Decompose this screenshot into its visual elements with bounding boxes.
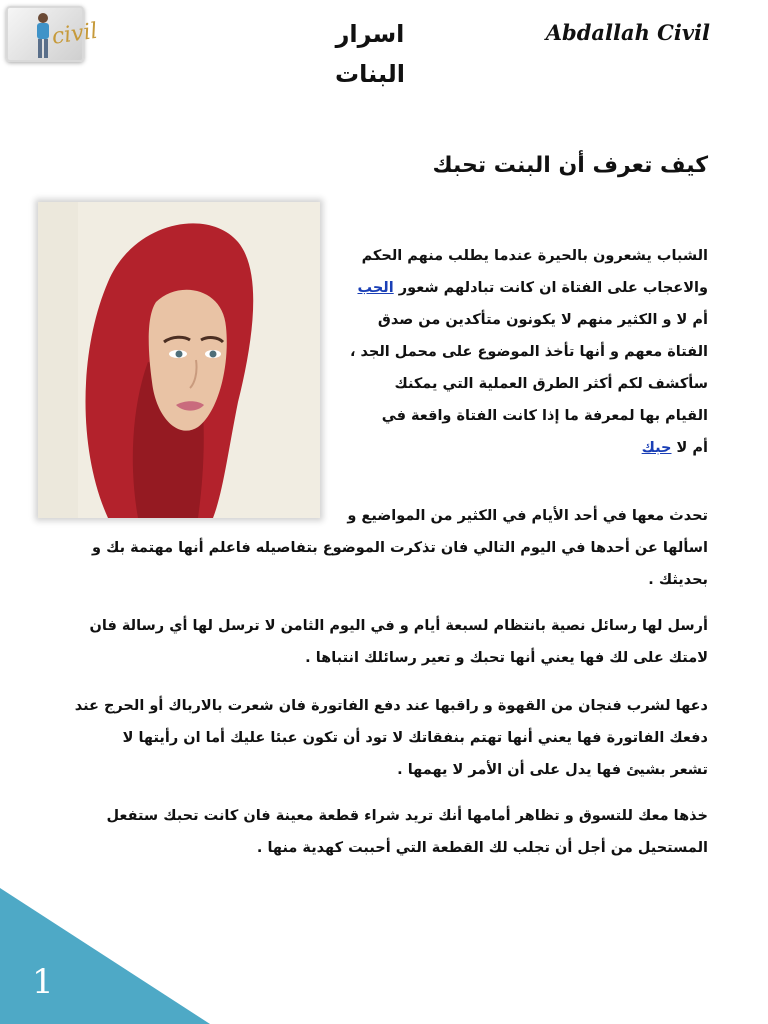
paragraph-line: تحدث معها في أحد الأيام في الكثير من المواضيع و [347, 508, 708, 524]
body-paragraph [68, 800, 708, 864]
paragraph-line: دفعك الفاتورة فها يعني أنها تهتم بنفقاتك لا تود أن تكون عبئا عليك أما ان رأيتها لا [122, 730, 708, 746]
intro-line: الفتاة معهم و أنها تأخذ الموضوع على محمل الجد ، [349, 344, 708, 360]
intro-line: الشباب يشعرون بالحيرة عندما يطلب منهم الحكم [361, 248, 708, 264]
footer-corner-decoration [0, 888, 210, 1024]
intro-line: سأكشف لكم أكثر الطرق العملية التي يمكنك [394, 376, 708, 392]
portrait-image [38, 202, 320, 518]
intro-paragraph [338, 240, 708, 464]
portrait-illustration [38, 202, 320, 518]
intro-line [338, 272, 708, 304]
paragraph-line: دعها لشرب فنجان من القهوة و راقبها عند دفع الفاتورة فان شعرت بالارباك أو الحرج عند [74, 698, 708, 714]
intro-line: القيام بها لمعرفة ما إذا كانت الفتاة واقعة في [381, 408, 708, 424]
page-number: 1 [32, 962, 54, 1002]
paragraph-line: تشعر بشيئ فها يدل على أن الأمر لا يهمها . [397, 762, 708, 778]
logo-script-text: civil [50, 18, 100, 50]
body-paragraph [68, 610, 708, 674]
article-title: كيف تعرف أن البنت تحبك [432, 153, 708, 178]
body-paragraph [68, 690, 708, 786]
intro-line [338, 432, 708, 464]
intro-line-text: والاعجاب على الفتاة ان كانت تبادلهم شعور [393, 280, 708, 296]
love-link[interactable]: الحب [357, 280, 394, 296]
header-logo [6, 6, 100, 62]
paragraph-line: المستحيل من أجل أن تجلب لك القطعة التي أحببت كهدية منها . [256, 840, 708, 856]
header-title: اسرار البنات [335, 20, 405, 88]
body-paragraph [68, 500, 708, 596]
paragraph-line: أرسل لها رسائل نصية بانتظام لسبعة أيام و في اليوم الثامن لا ترسل لها أي رسالة فان [89, 618, 708, 634]
paragraph-line: خذها معك للتسوق و تظاهر أمامها أنك تريد شراء قطعة معينة فان كانت تحبك ستفعل [106, 808, 708, 824]
intro-line: أم لا و الكثير منهم لا يكونون متأكدين من صدق [377, 312, 708, 328]
header-author: Abdallah Civil [545, 20, 710, 45]
your-love-link[interactable]: حبك [641, 440, 672, 456]
intro-line-text: أم لا [671, 440, 708, 456]
paragraph-line: اسألها عن أحدها في اليوم التالي فان تذكرت الموضوع بتفاصيله فاعلم أنها مهتمة بك و [92, 540, 708, 556]
paragraph-line: لامتك على لك فها يعني أنها تحبك و تعير رسائلك انتباها . [305, 650, 708, 666]
paragraph-line: بحديثك . [648, 572, 708, 588]
